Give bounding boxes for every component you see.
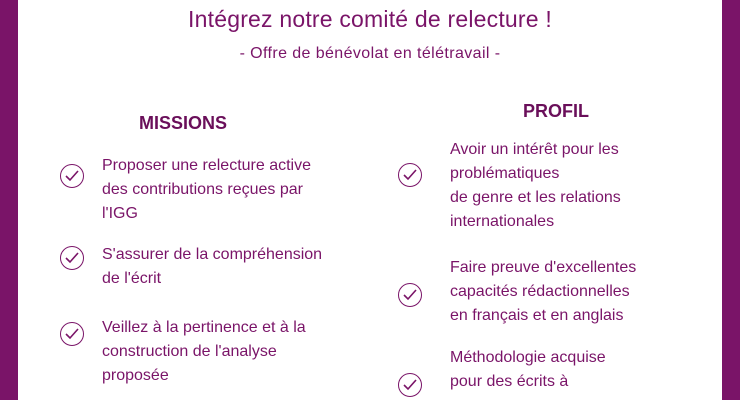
mission-item-text: S'assurer de la compréhension de l'écrit [102,246,323,287]
check-circle-icon [60,164,84,188]
profil-heading: PROFIL [523,101,589,121]
check-circle-icon [398,163,422,187]
check-circle-icon [60,322,84,346]
page-title: Intégrez notre comité de relecture ! [188,6,552,32]
page-subtitle: - Offre de bénévolat en télétravail - [239,45,501,62]
profil-item-text: Méthodologie acquise pour des écrits à [450,349,606,390]
check-circle-icon [398,373,422,397]
mission-item-text: Proposer une relecture active des contributions reçues par l'IGG [102,157,311,222]
missions-heading: MISSIONS [139,113,228,133]
offer-card [18,0,722,400]
check-circle-icon [398,283,422,307]
mission-item-text: Veillez à la pertinence et à la construction de l'analyse proposée [102,319,306,384]
check-circle-icon [60,246,84,270]
profil-item-text: Avoir un intérêt pour les problématiques de genre et les relations internationales [450,141,621,230]
profil-item-text: Faire preuve d'excellentes capacités rédactionnelles en français et en anglais [450,259,637,324]
